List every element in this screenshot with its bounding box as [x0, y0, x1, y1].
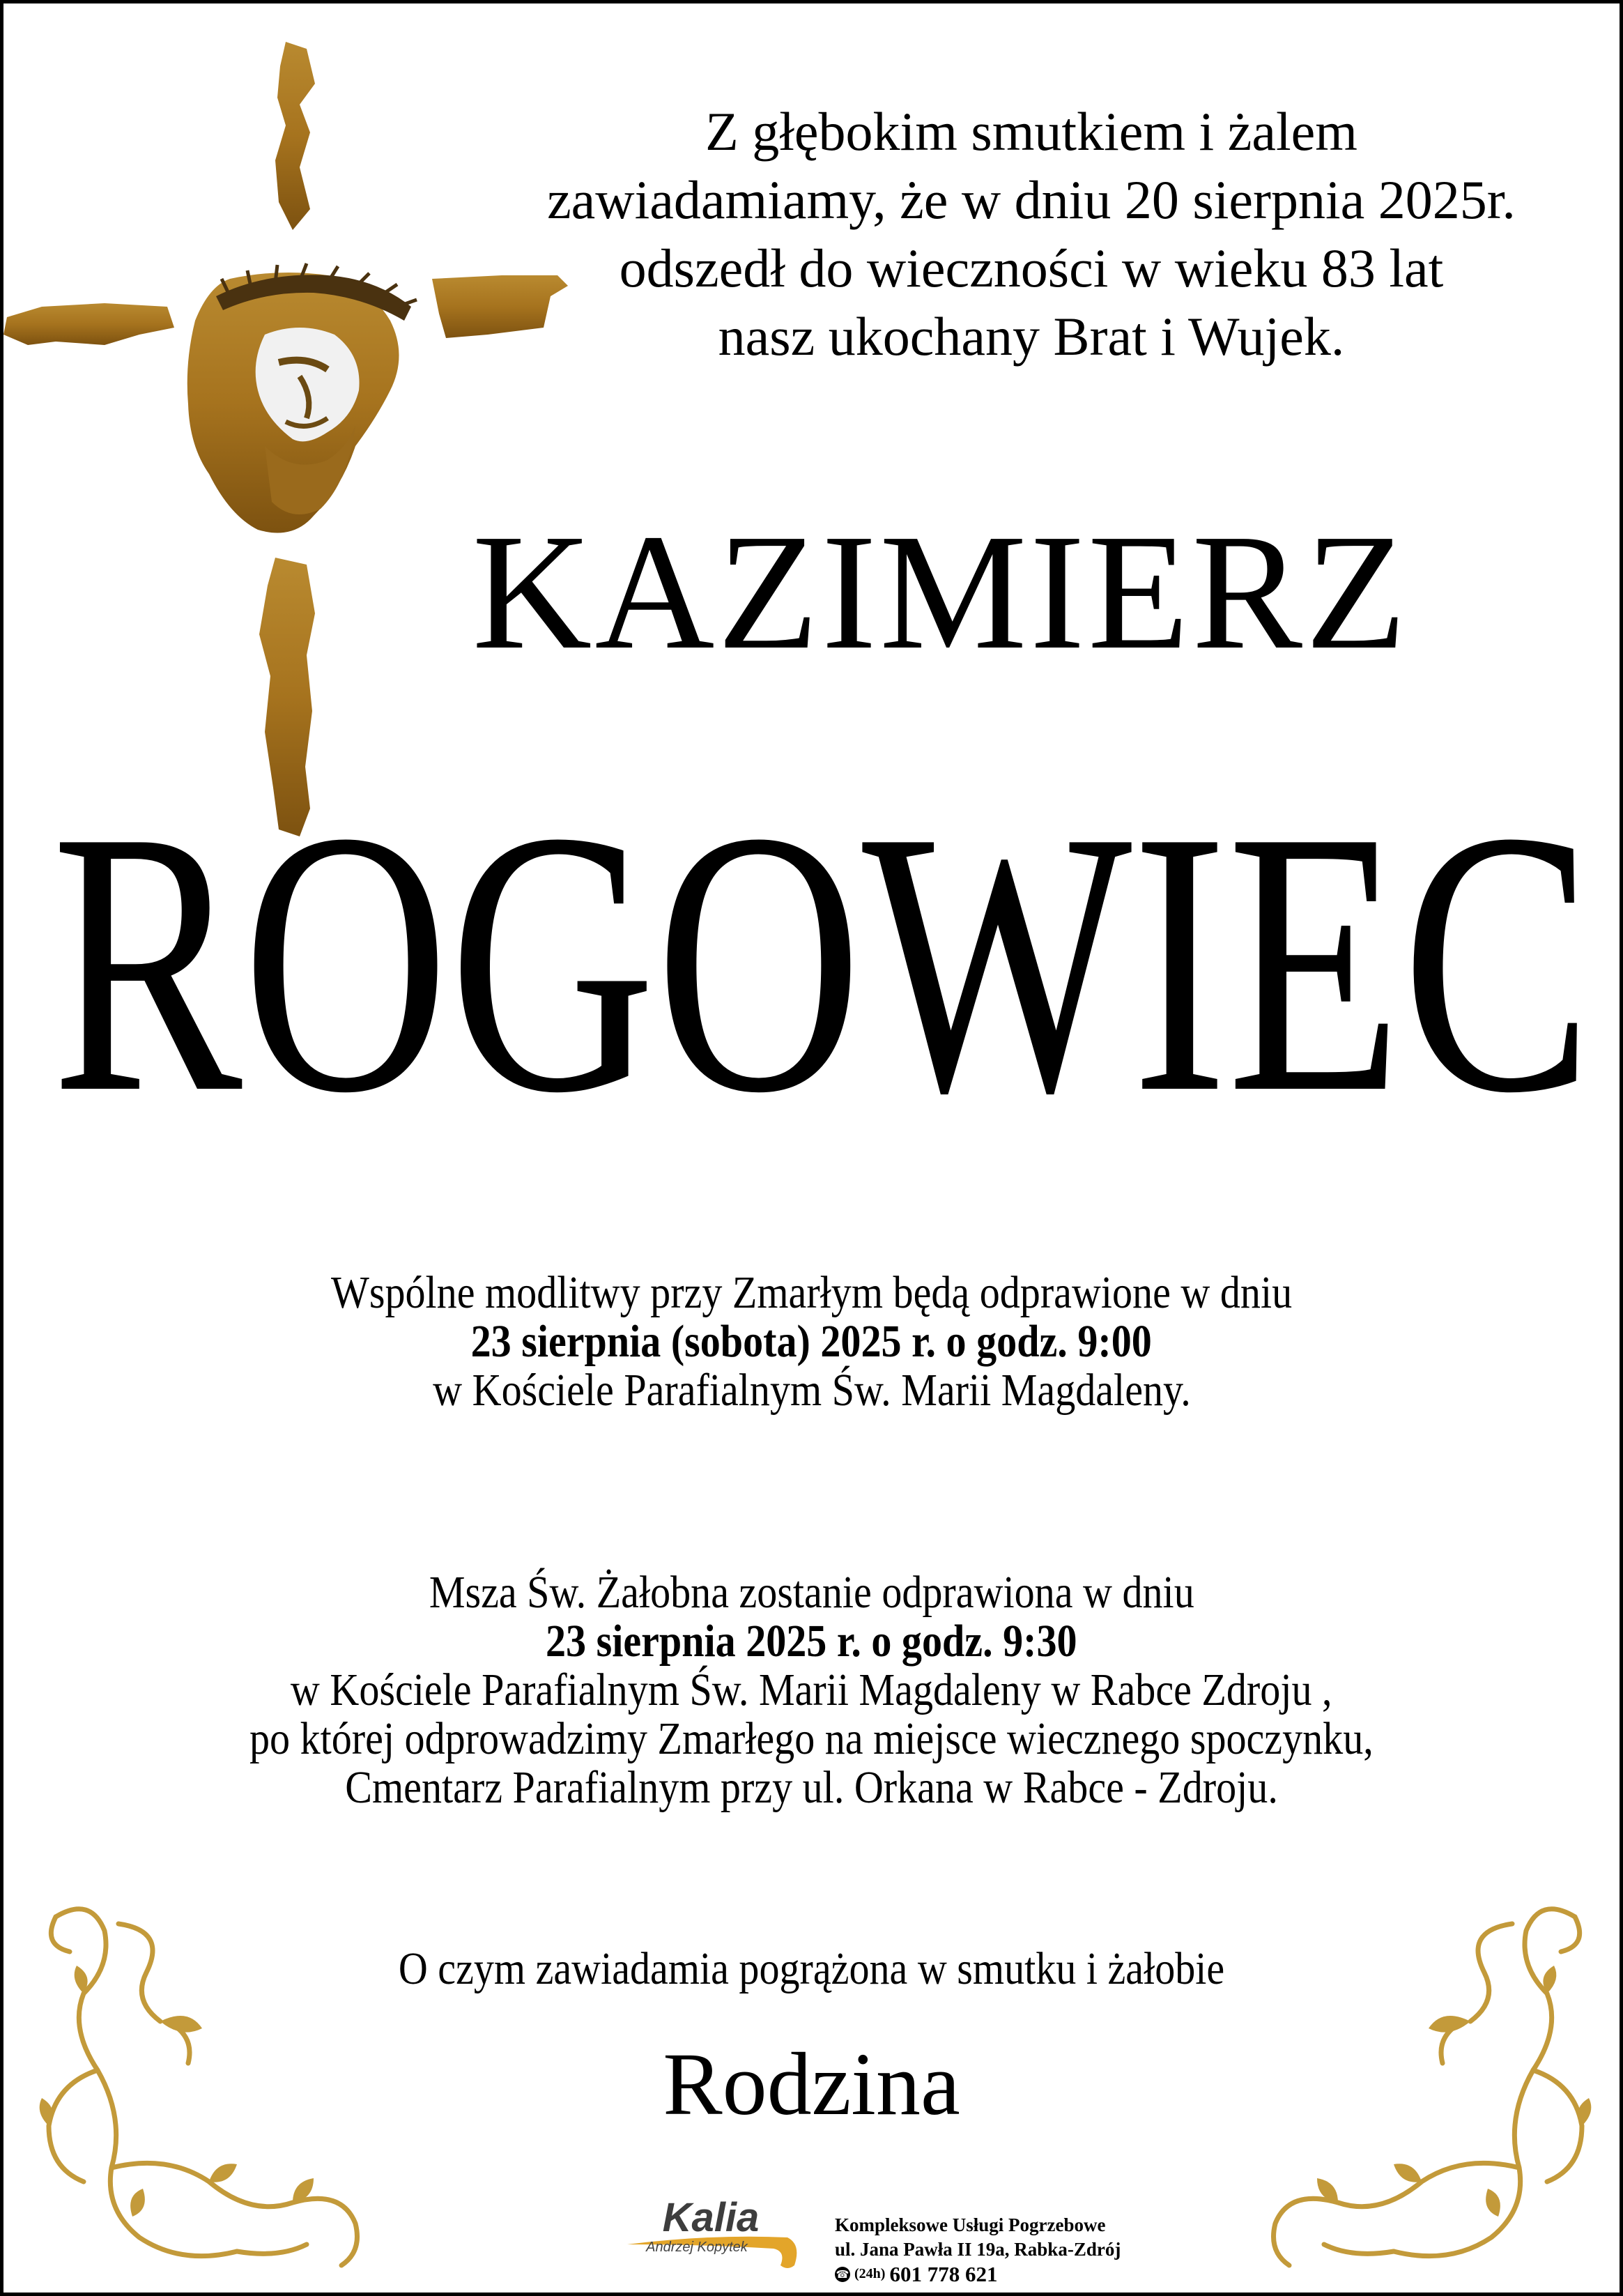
- family-signature: Rodzina: [663, 2035, 960, 2134]
- phone-number: 601 778 621: [889, 2262, 998, 2286]
- first-name: KAZIMIERZ: [472, 500, 1410, 684]
- intro-line: zawiadamiamy, że w dniu 20 sierpnia 2025r.: [547, 169, 1516, 230]
- mass-datetime: 23 sierpnia 2025 r. o godz. 9:30: [546, 1616, 1077, 1667]
- company-info: [835, 2213, 1225, 2286]
- phone-hours: (24h): [854, 2266, 886, 2281]
- company-logo-text: Kalia: [662, 2195, 760, 2240]
- floral-ornament-right-icon: [1226, 1889, 1603, 2279]
- company-address: ul. Jana Pawła II 19a, Rabka-Zdrój: [835, 2239, 1121, 2260]
- mass-line: Msza Św. Żałobna zostanie odprawiona w dniu: [429, 1567, 1194, 1618]
- intro-text: [488, 98, 1575, 371]
- closing-text: O czym zawiadamia pogrążona w smutku i żałobie: [398, 1943, 1225, 1994]
- prayers-datetime: 23 sierpnia (sobota) 2025 r. o godz. 9:00: [470, 1316, 1153, 1367]
- prayers-place: w Kościele Parafialnym Św. Marii Magdaleny.: [432, 1365, 1191, 1416]
- intro-line: nasz ukochany Brat i Wujek.: [718, 306, 1345, 367]
- surname-container: [42, 753, 1603, 1170]
- company-services: Kompleksowe Usługi Pogrzebowe: [835, 2214, 1106, 2235]
- prayers-line: Wspólne modlitwy przy Zmarłym będą odprawione w dniu: [330, 1267, 1293, 1318]
- mass-cemetery: Cmentarz Parafialnym przy ul. Orkana w Rabce - Zdroju.: [345, 1762, 1278, 1813]
- company-owner: Andrzej Kopytek: [646, 2240, 748, 2255]
- mass-burial: po której odprowadzimy Zmarłego na miejsce wiecznego spoczynku,: [249, 1713, 1374, 1764]
- company-phone: [835, 2262, 1225, 2286]
- telephone-icon: ☎: [836, 2267, 849, 2281]
- prayers-section: [0, 1269, 1623, 1415]
- intro-line: odszedł do wieczności w wieku 83 lat: [619, 238, 1444, 298]
- surname: ROGOWIEC: [52, 753, 1593, 1170]
- floral-ornament-left-icon: [28, 1889, 404, 2279]
- intro-line: Z głębokim smutkiem i żalem: [705, 101, 1357, 162]
- mass-place: w Kościele Parafialnym Św. Marii Magdaleny w Rabce Zdroju ,: [291, 1664, 1332, 1715]
- mass-section: [0, 1568, 1623, 1812]
